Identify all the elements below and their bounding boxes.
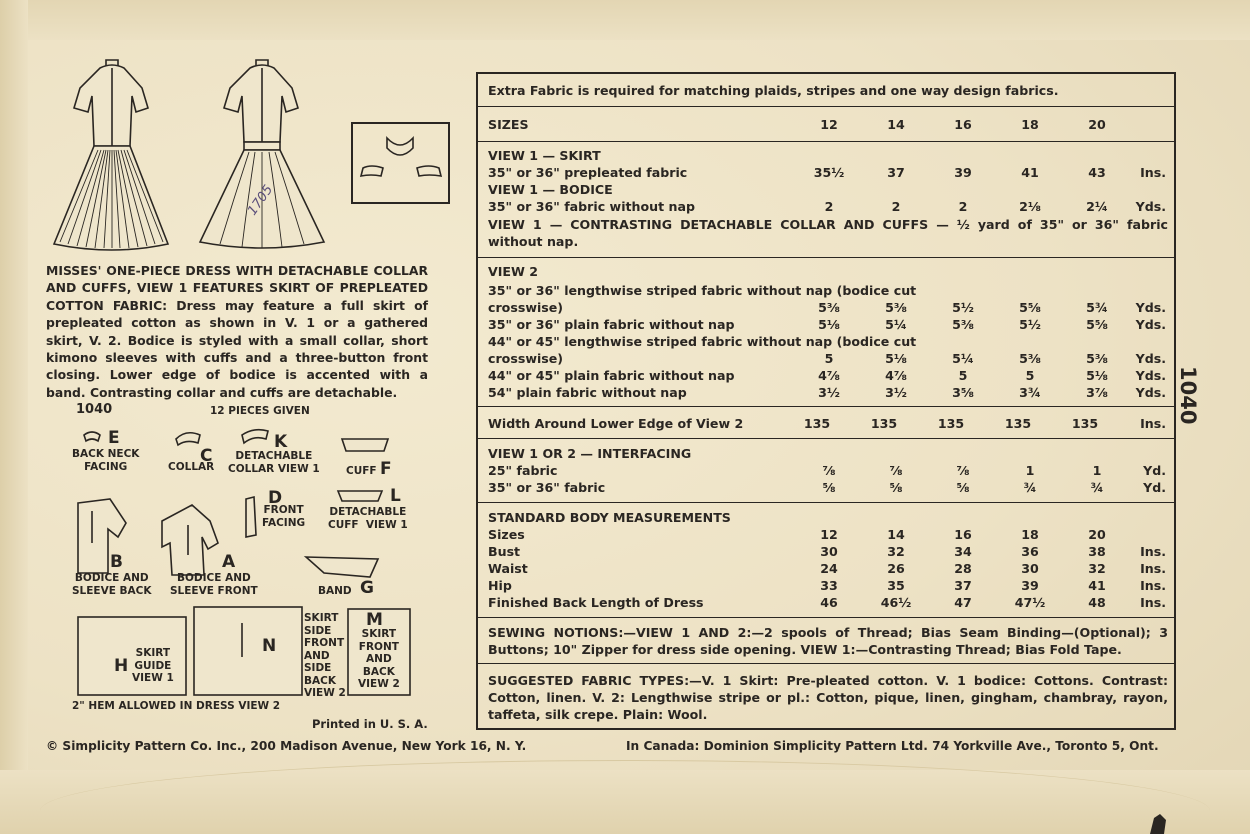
v2-r3-20: 5⅜ [1086, 351, 1108, 366]
m-sizes-16: 16 [954, 527, 972, 542]
m-bust-unit: Ins. [1140, 544, 1166, 559]
piece-label-a: BODICE AND SLEEVE FRONT [170, 572, 258, 597]
m-back-18: 47½ [1014, 595, 1046, 610]
v2-r5-unit: Yds. [1135, 385, 1166, 400]
v2-r1-12: 5⅜ [818, 300, 840, 315]
int-r1-20: 1 [1092, 463, 1102, 478]
m-hip-18: 39 [1021, 578, 1039, 593]
width-14: 135 [870, 416, 898, 431]
m-hip-16: 37 [954, 578, 972, 593]
width-20: 135 [1071, 416, 1099, 431]
v2-r4-label: 44" or 45" plain fabric without nap [488, 368, 735, 383]
extra-fabric-note: Extra Fabric is required for matching plaids, stripes and one way design fabrics. [488, 83, 1059, 98]
hem-note: 2" HEM ALLOWED IN DRESS VIEW 2 [72, 700, 281, 712]
piece-letter-k: K [274, 432, 288, 452]
v1-skirt-14: 37 [887, 165, 905, 180]
v1-bodice-12: 2 [824, 199, 834, 214]
v2-r5-20: 3⅞ [1086, 385, 1108, 400]
pieces-given: 12 PIECES GIVEN [210, 405, 310, 417]
v1-skirt-20: 43 [1088, 165, 1106, 180]
m-sizes-label: Sizes [488, 527, 525, 542]
divider-5 [476, 438, 1176, 439]
v2-r4-unit: Yds. [1135, 368, 1166, 383]
v2-r3-label-a: 44" or 45" lengthwise striped fabric without nap (bodice cut [488, 334, 917, 349]
size-20: 20 [1088, 117, 1106, 132]
m-waist-16: 28 [954, 561, 972, 576]
width-16: 135 [937, 416, 965, 431]
int-r2-14: ⅝ [889, 480, 903, 495]
m-waist-14: 26 [887, 561, 905, 576]
piece-letter-m: M [366, 610, 383, 630]
m-bust-18: 36 [1021, 544, 1039, 559]
piece-letter-l: L [390, 486, 401, 506]
v2-r3-12: 5 [824, 351, 834, 366]
int-r1-14: ⅞ [889, 463, 903, 478]
m-sizes-20: 20 [1088, 527, 1106, 542]
m-waist-label: Waist [488, 561, 528, 576]
v1-bodice-unit: Yds. [1135, 199, 1166, 214]
v1-skirt-row-label: 35" or 36" prepleated fabric [488, 165, 688, 180]
m-waist-18: 30 [1021, 561, 1039, 576]
piece-label-g: BAND [318, 585, 352, 597]
piece-label-l: DETACHABLE CUFF VIEW 1 [328, 506, 408, 531]
v2-r5-18: 3¾ [1019, 385, 1041, 400]
envelope-left-edge [0, 0, 28, 834]
v2-r1-18: 5⅝ [1019, 300, 1041, 315]
width-unit: Ins. [1140, 416, 1166, 431]
m-back-16: 47 [954, 595, 972, 610]
int-r2-16: ⅝ [956, 480, 970, 495]
v2-r5-12: 3½ [818, 385, 840, 400]
m-bust-14: 32 [887, 544, 905, 559]
description-body: Dress may feature a full skirt of prepleated cotton as shown in V. 1 or a gathered skirt, V. 2. Bodice is styled with a small collar, short kimono sleeves with cuffs and a three-button front closing. Lower edge of bodice is accented with a band. Contrasting collar and cuffs are detachable. [46, 297, 428, 400]
dress-illustrations [44, 58, 344, 254]
m-hip-label: Hip [488, 578, 512, 593]
piece-letter-g: G [360, 578, 374, 598]
piece-letter-f: F [380, 459, 392, 479]
v1-skirt-16: 39 [954, 165, 972, 180]
m-bust-label: Bust [488, 544, 521, 559]
v1-skirt-12: 35½ [813, 165, 845, 180]
m-hip-20: 41 [1088, 578, 1106, 593]
v2-r2-12: 5⅛ [818, 317, 840, 332]
m-sizes-12: 12 [820, 527, 838, 542]
piece-letter-e: E [108, 428, 120, 448]
size-12: 12 [820, 117, 838, 132]
v1-bodice-18: 2⅛ [1019, 199, 1041, 214]
v2-r5-label: 54" plain fabric without nap [488, 385, 687, 400]
collar-cuff-inset-illustration [353, 124, 448, 202]
v2-r1-label-b: crosswise) [488, 300, 564, 315]
width-18: 135 [1004, 416, 1032, 431]
v1-bodice-16: 2 [958, 199, 968, 214]
piece-label-h: SKIRT GUIDE VIEW 1 [132, 647, 174, 684]
v2-r1-16: 5½ [952, 300, 974, 315]
piece-label-c: COLLAR [168, 461, 215, 473]
m-waist-20: 32 [1088, 561, 1106, 576]
int-r2-label: 35" or 36" fabric [488, 480, 606, 495]
divider-8 [476, 663, 1176, 664]
v2-r2-20: 5⅝ [1086, 317, 1108, 332]
footer-canada: In Canada: Dominion Simplicity Pattern Ltd. 74 Yorkville Ave., Toronto 5, Ont. [626, 739, 1159, 753]
v1-bodice-20: 2¼ [1086, 199, 1108, 214]
v2-r4-16: 5 [958, 368, 968, 383]
sewing-notions: SEWING NOTIONS:—VIEW 1 AND 2:—2 spools of Thread; Bias Seam Binding—(Optional); 3 Buttons; 10" Zipper for dress side opening. VIEW 1:—Contrasting Thread; Bias Fold Tape. [488, 625, 1168, 657]
divider-2 [476, 141, 1176, 142]
piece-letter-c: C [200, 446, 213, 466]
int-r1-18: 1 [1025, 463, 1035, 478]
description-lead: MISSES' ONE-PIECE DRESS WITH DETACHABLE COLLAR AND CUFFS, VIEW 1 FEATURES SKIRT OF PREPLEATED COTTON FABRIC: [46, 263, 428, 313]
v2-r2-label: 35" or 36" plain fabric without nap [488, 317, 735, 332]
suggested-fabric-types: SUGGESTED FABRIC TYPES:—V. 1 Skirt: Pre-pleated cotton. V. 1 bodice: Cottons. Contrast: Cotton, linen. V. 2: Lengthwise stripe or pl.: Cotton, pique, linen, gingham, chambray, rayon, taffeta, silk crepe. Plain: Wool. [488, 673, 1168, 722]
int-r2-12: ⅝ [822, 480, 836, 495]
m-back-unit: Ins. [1140, 595, 1166, 610]
v2-r2-16: 5⅜ [952, 317, 974, 332]
v2-r5-16: 3⅝ [952, 385, 974, 400]
m-back-label: Finished Back Length of Dress [488, 595, 704, 610]
m-back-12: 46 [820, 595, 838, 610]
sizes-label: SIZES [488, 117, 529, 132]
m-sizes-18: 18 [1021, 527, 1039, 542]
view1-contrast-note: VIEW 1 — CONTRASTING DETACHABLE COLLAR AND CUFFS — ½ yard of 35" or 36" fabric without nap. [488, 217, 1168, 249]
m-bust-16: 34 [954, 544, 972, 559]
pattern-number-label: 1040 [76, 402, 113, 417]
interfacing-heading: VIEW 1 OR 2 — INTERFACING [488, 446, 692, 461]
v2-r2-unit: Yds. [1135, 317, 1166, 332]
piece-letter-n: N [262, 636, 277, 656]
v2-r1-20: 5¾ [1086, 300, 1108, 315]
v2-r3-18: 5⅜ [1019, 351, 1041, 366]
size-14: 14 [887, 117, 905, 132]
m-hip-14: 35 [887, 578, 905, 593]
piece-label-d: FRONT FACING [262, 504, 306, 529]
pattern-description [46, 262, 428, 401]
int-r1-12: ⅞ [822, 463, 836, 478]
envelope-top-edge [0, 0, 1250, 40]
view1-skirt-heading: VIEW 1 — SKIRT [488, 148, 601, 163]
v2-r4-20: 5⅛ [1086, 368, 1108, 383]
piece-letter-a: A [222, 552, 236, 572]
footer-copyright: © Simplicity Pattern Co. Inc., 200 Madison Avenue, New York 16, N. Y. [46, 739, 527, 753]
m-sizes-14: 14 [887, 527, 905, 542]
side-pattern-number: 1040 [1176, 366, 1200, 425]
printed-in-usa: Printed in U. S. A. [312, 717, 428, 731]
svg-text:1705: 1705 [244, 182, 277, 219]
size-18: 18 [1021, 117, 1039, 132]
m-hip-unit: Ins. [1140, 578, 1166, 593]
standard-measurements-heading: STANDARD BODY MEASUREMENTS [488, 510, 731, 525]
m-bust-12: 30 [820, 544, 838, 559]
m-back-14: 46½ [880, 595, 912, 610]
piece-letter-h: H [114, 656, 129, 676]
v2-r4-18: 5 [1025, 368, 1035, 383]
v2-r1-label-a: 35" or 36" lengthwise striped fabric without nap (bodice cut [488, 283, 917, 298]
view2-heading: VIEW 2 [488, 264, 539, 279]
m-waist-12: 24 [820, 561, 838, 576]
v2-r3-14: 5⅛ [885, 351, 907, 366]
divider-6 [476, 502, 1176, 503]
v2-r3-unit: Yds. [1135, 351, 1166, 366]
piece-label-f: CUFF [346, 465, 377, 477]
int-r1-unit: Yd. [1143, 463, 1166, 478]
piece-label-b: BODICE AND SLEEVE BACK [72, 572, 152, 597]
m-hip-12: 33 [820, 578, 838, 593]
piece-letter-d: D [268, 488, 283, 508]
corner-notch-mark [1146, 812, 1170, 834]
v2-r2-18: 5½ [1019, 317, 1041, 332]
piece-label-n: SKIRT SIDE FRONT AND SIDE BACK VIEW 2 [304, 612, 346, 699]
int-r1-16: ⅞ [956, 463, 970, 478]
divider-7 [476, 617, 1176, 618]
v1-bodice-14: 2 [891, 199, 901, 214]
v2-r5-14: 3½ [885, 385, 907, 400]
v2-r4-14: 4⅞ [885, 368, 907, 383]
width-row-label: Width Around Lower Edge of View 2 [488, 416, 744, 431]
v2-r3-16: 5¼ [952, 351, 974, 366]
int-r2-18: ¾ [1023, 480, 1037, 495]
m-waist-unit: Ins. [1140, 561, 1166, 576]
piece-label-k: DETACHABLE COLLAR VIEW 1 [228, 450, 320, 475]
width-12: 135 [803, 416, 831, 431]
int-r2-20: ¾ [1090, 480, 1104, 495]
divider-3 [476, 257, 1176, 258]
piece-letter-b: B [110, 552, 123, 572]
m-back-20: 48 [1088, 595, 1106, 610]
piece-label-m: SKIRT FRONT AND BACK VIEW 2 [358, 628, 400, 690]
v2-r1-unit: Yds. [1135, 300, 1166, 315]
v1-bodice-row-label: 35" or 36" fabric without nap [488, 199, 695, 214]
v1-skirt-18: 41 [1021, 165, 1039, 180]
v2-r1-14: 5⅜ [885, 300, 907, 315]
v2-r2-14: 5¼ [885, 317, 907, 332]
v2-r3-label-b: crosswise) [488, 351, 564, 366]
divider-1 [476, 106, 1176, 107]
v1-skirt-unit: Ins. [1140, 165, 1166, 180]
view1-bodice-heading: VIEW 1 — BODICE [488, 182, 613, 197]
v2-r4-12: 4⅞ [818, 368, 840, 383]
m-bust-20: 38 [1088, 544, 1106, 559]
int-r1-label: 25" fabric [488, 463, 558, 478]
piece-label-e: BACK NECK FACING [72, 448, 140, 473]
size-16: 16 [954, 117, 972, 132]
divider-4 [476, 406, 1176, 407]
int-r2-unit: Yd. [1143, 480, 1166, 495]
